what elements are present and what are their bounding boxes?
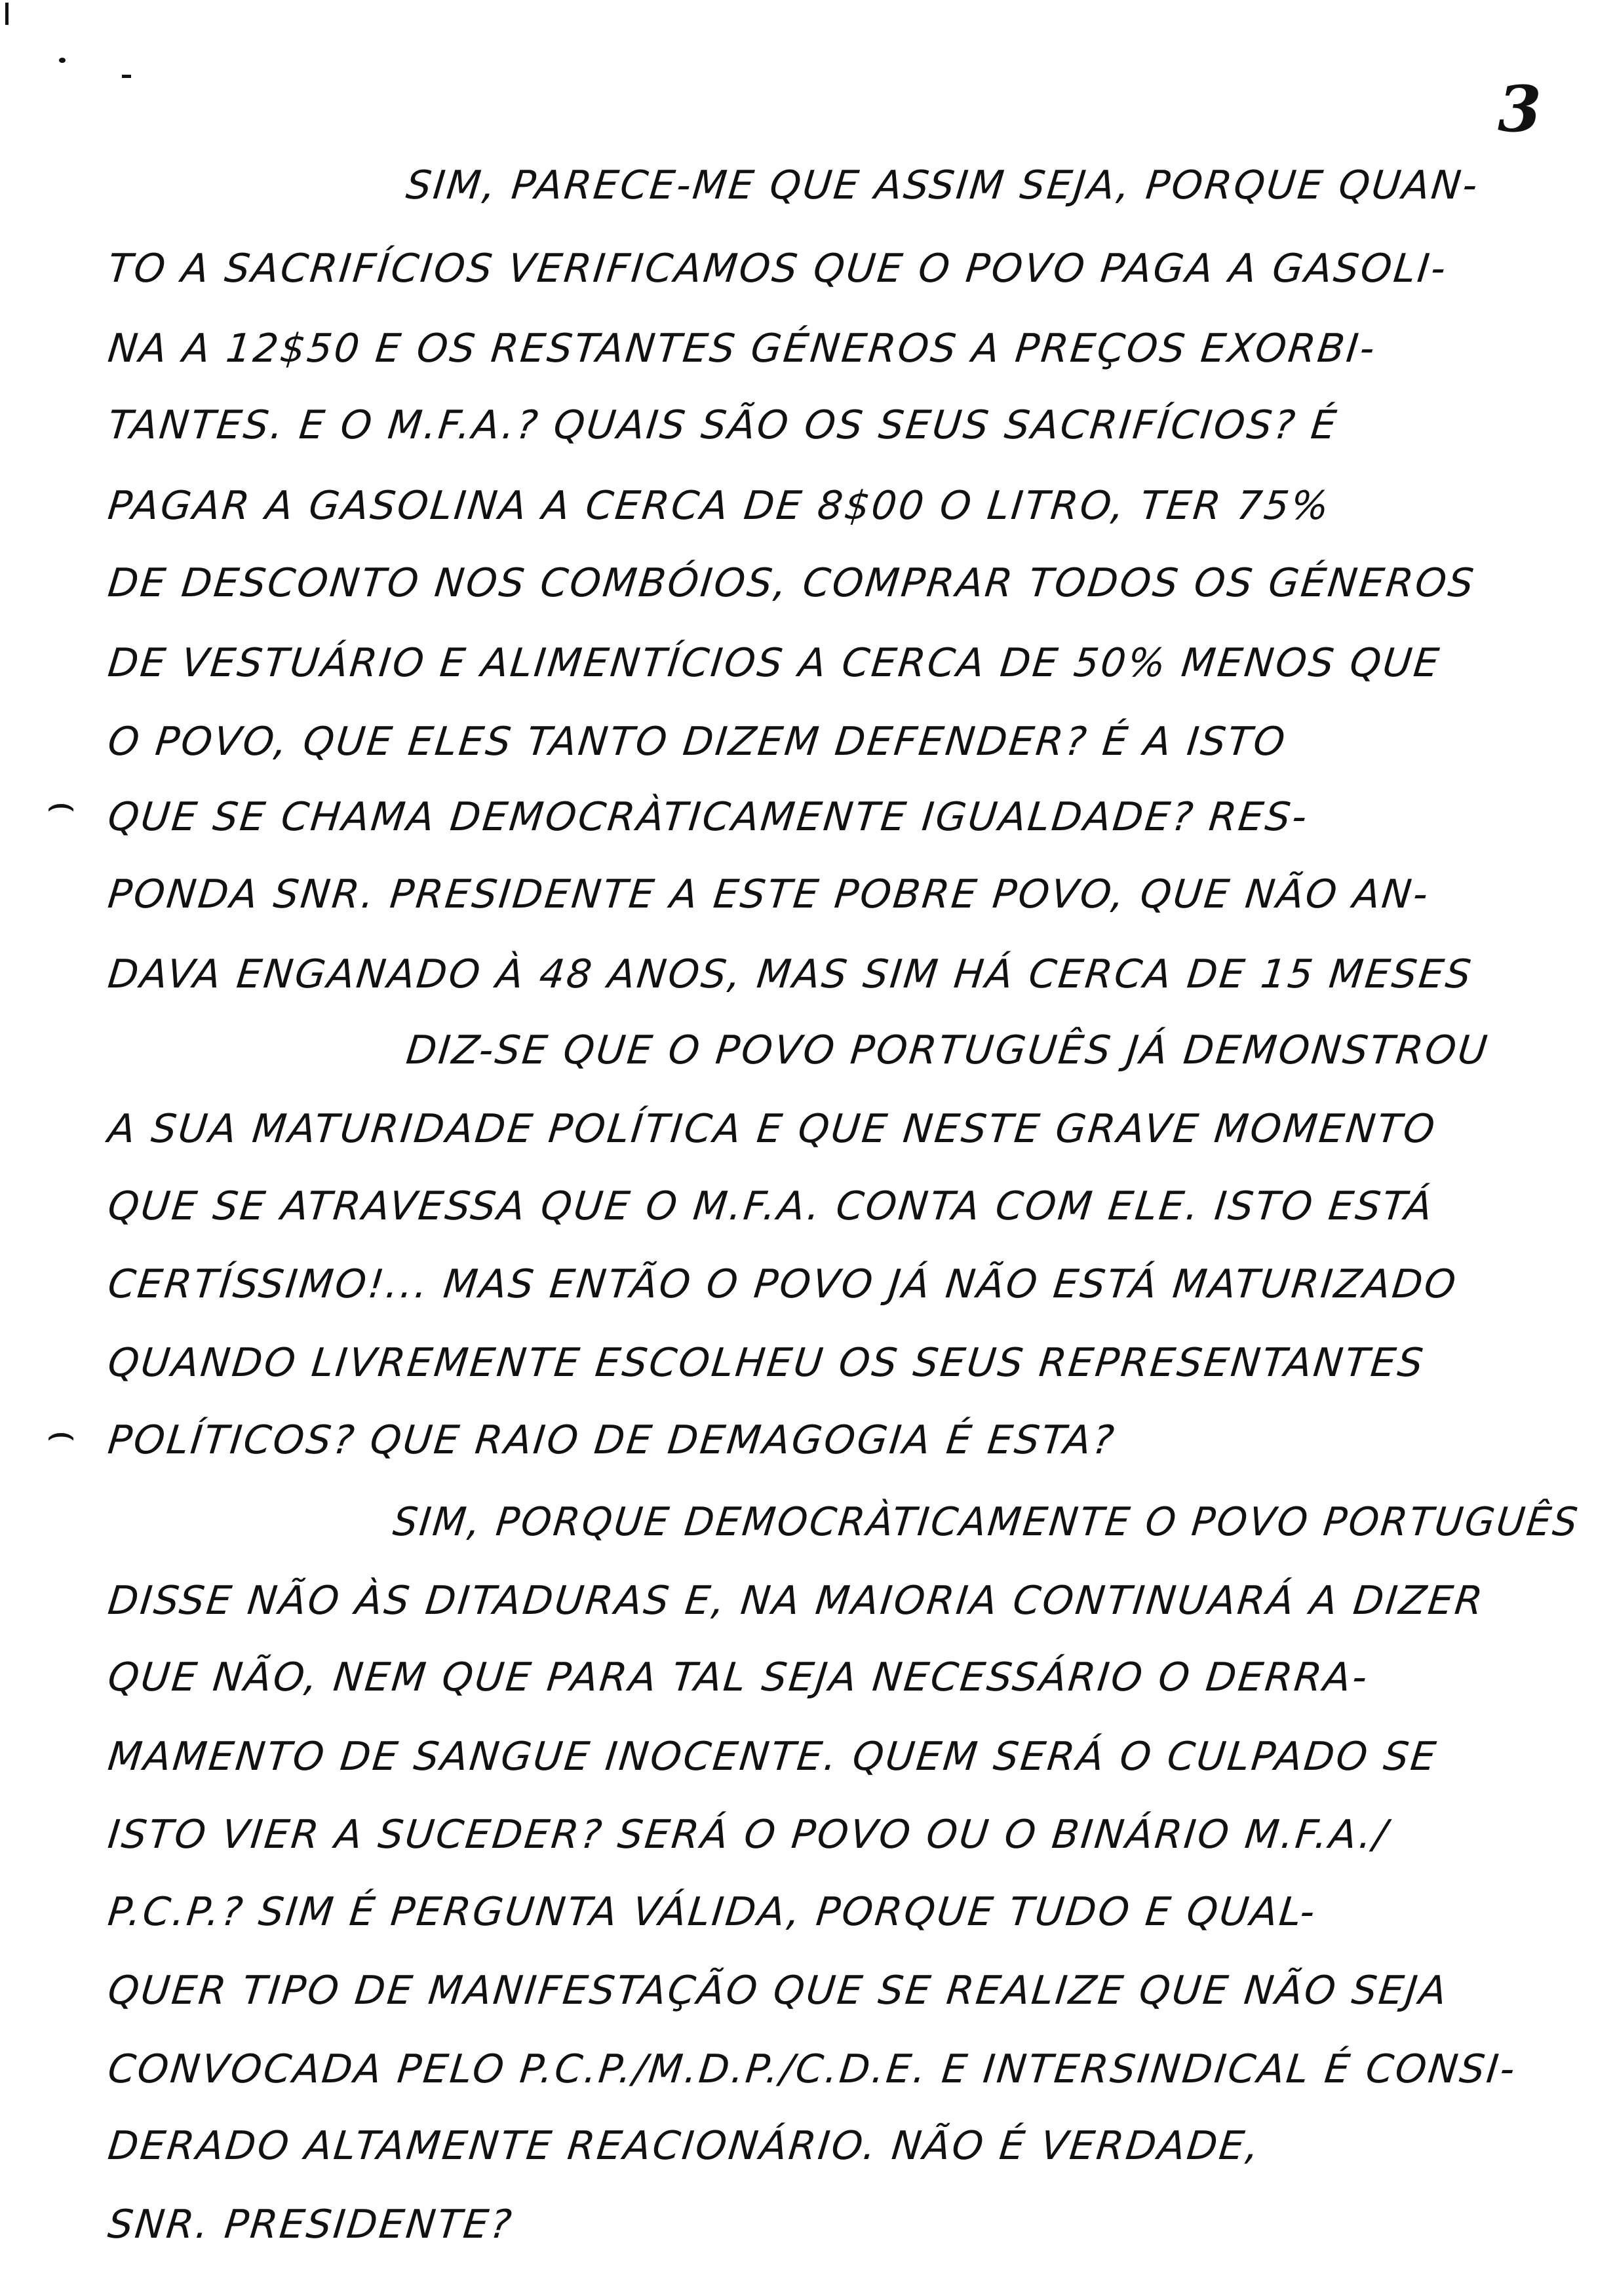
text-line-25: CONVOCADA PELO P.C.P./M.D.P./C.D.E. E INTERSINDICAL É CONSI-: [106, 2046, 1519, 2092]
text-line-24: QUER TIPO DE MANIFESTAÇÃO QUE SE REALIZE QUE NÃO SEJA: [106, 1968, 1450, 2014]
text-line-18: SIM, PORQUE DEMOCRÀTICAMENTE O POVO PORTUGUÊS: [391, 1499, 1582, 1545]
left-edge-mark: [5, 3, 9, 25]
text-line-20: QUE NÃO, NEM QUE PARA TAL SEJA NECESSÁRIO O DERRA-: [106, 1655, 1371, 1700]
text-line-14: QUE SE ATRAVESSA QUE O M.F.A. CONTA COM ELE. ISTO ESTÁ: [106, 1183, 1437, 1229]
text-line-13: A SUA MATURIDADE POLÍTICA E QUE NESTE GRAVE MOMENTO: [106, 1106, 1439, 1152]
left-edge-mark-small: [59, 58, 66, 63]
text-line-27: SNR. PRESIDENTE?: [106, 2202, 516, 2248]
margin-mark-2: ⌢: [46, 1406, 77, 1459]
text-line-1: SIM, PARECE-ME QUE ASSIM SEJA, PORQUE QUAN-: [404, 163, 1482, 208]
text-line-19: DISSE NÃO ÀS DITADURAS E, NA MAIORIA CONTINUARÁ A DIZER: [106, 1578, 1487, 1624]
text-line-15: CERTÍSSIMO!... MAS ENTÃO O POVO JÁ NÃO ESTÁ MATURIZADO: [106, 1261, 1460, 1307]
margin-mark-1: ⌢: [46, 776, 77, 830]
text-line-9: QUE SE CHAMA DEMOCRÀTICAMENTE IGUALDADE? RES-: [106, 794, 1311, 840]
text-line-7: DE VESTUÁRIO E ALIMENTÍCIOS A CERCA DE 50% MENOS QUE: [106, 640, 1443, 686]
text-line-5: PAGAR A GASOLINA A CERCA DE 8$00 O LITRO, TER 75%: [106, 483, 1333, 529]
text-line-23: P.C.P.? SIM É PERGUNTA VÁLIDA, PORQUE TUDO E QUAL-: [106, 1889, 1319, 1935]
text-line-16: QUANDO LIVREMENTE ESCOLHEU OS SEUS REPRESENTANTES: [106, 1340, 1428, 1386]
page-number: 3: [1498, 72, 1542, 146]
text-line-8: O POVO, QUE ELES TANTO DIZEM DEFENDER? É A ISTO: [106, 719, 1289, 765]
text-line-12: DIZ-SE QUE O POVO PORTUGUÊS JÁ DEMONSTROU: [404, 1027, 1492, 1073]
left-edge-mark-dash: [122, 75, 131, 78]
text-line-3: NA A 12$50 E OS RESTANTES GÉNEROS A PREÇOS EXORBI-: [106, 326, 1379, 372]
text-line-10: PONDA SNR. PRESIDENTE A ESTE POBRE POVO, QUE NÃO AN-: [106, 871, 1432, 917]
text-line-6: DE DESCONTO NOS COMBÓIOS, COMPRAR TODOS OS GÉNEROS: [106, 560, 1478, 606]
text-line-11: DAVA ENGANADO À 48 ANOS, MAS SIM HÁ CERCA DE 15 MESES: [106, 951, 1475, 997]
text-line-26: DERADO ALTAMENTE REACIONÁRIO. NÃO É VERDADE,: [106, 2123, 1263, 2169]
text-line-4: TANTES. E O M.F.A.? QUAIS SÃO OS SEUS SACRIFÍCIOS? É: [106, 402, 1340, 448]
text-line-22: ISTO VIER A SUCEDER? SERÁ O POVO OU O BINÁRIO M.F.A./: [106, 1812, 1391, 1858]
text-line-2: TO A SACRIFÍCIOS VERIFICAMOS QUE O POVO PAGA A GASOLI-: [106, 246, 1450, 292]
text-line-21: MAMENTO DE SANGUE INOCENTE. QUEM SERÁ O CULPADO SE: [106, 1734, 1440, 1780]
text-line-17: POLÍTICOS? QUE RAIO DE DEMAGOGIA É ESTA?: [106, 1417, 1118, 1463]
